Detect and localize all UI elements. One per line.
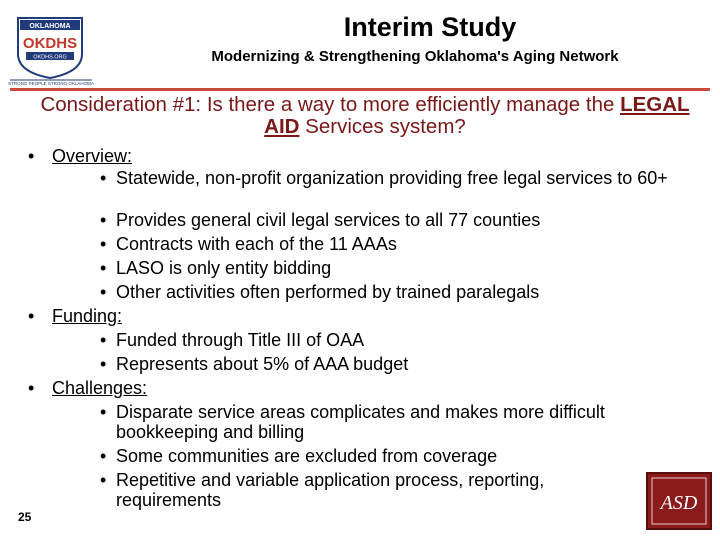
bullet-challenges bbox=[28, 378, 147, 398]
bullet-overview bbox=[28, 146, 132, 166]
bullet-funding bbox=[28, 306, 122, 326]
sub-bullet bbox=[100, 470, 600, 510]
sub-bullet-text: Repetitive and variable application process, reporting, requirements bbox=[116, 470, 545, 510]
sub-bullet bbox=[100, 330, 700, 350]
svg-text:OKDHS.ORG: OKDHS.ORG bbox=[33, 54, 67, 61]
sub-bullet bbox=[100, 354, 700, 374]
sub-bullet-text: LASO is only entity bidding bbox=[116, 258, 332, 278]
sub-bullet-text: Statewide, non-profit organization providing free legal services to 60+ bbox=[116, 168, 668, 188]
bullet-glyph: • bbox=[28, 378, 35, 398]
sub-bullet-text: Represents about 5% of AAA budget bbox=[116, 354, 409, 374]
header-divider bbox=[10, 88, 710, 91]
sub-bullet-text: Disparate service areas complicates and makes more difficult bookkeeping and billing bbox=[116, 402, 605, 442]
bullet-glyph: • bbox=[100, 330, 107, 350]
consideration-prefix: Consideration #1: Is there a way to more efficiently manage the bbox=[40, 93, 621, 116]
bullet-glyph: • bbox=[100, 282, 107, 302]
bullet-glyph: • bbox=[28, 146, 35, 166]
sub-bullet bbox=[100, 234, 700, 254]
svg-text:OKLAHOMA: OKLAHOMA bbox=[29, 23, 71, 30]
sub-bullet-text: Other activities often performed by trained paralegals bbox=[116, 282, 540, 302]
bullet-glyph: • bbox=[100, 168, 107, 188]
sub-bullet bbox=[100, 446, 700, 466]
sub-bullet bbox=[100, 210, 700, 230]
consideration-heading bbox=[40, 94, 690, 138]
bullet-glyph: • bbox=[100, 446, 107, 466]
bullet-glyph: • bbox=[100, 402, 107, 422]
sub-bullet bbox=[100, 282, 700, 302]
sub-bullet bbox=[100, 168, 700, 188]
bullet-label: Overview: bbox=[52, 146, 133, 166]
consideration-suffix: Services system? bbox=[299, 115, 466, 138]
okdhs-logo bbox=[8, 14, 94, 86]
bullet-glyph: • bbox=[100, 234, 107, 254]
sub-bullet-text: Contracts with each of the 11 AAAs bbox=[116, 234, 397, 254]
sub-bullet bbox=[100, 258, 700, 278]
bullet-glyph: • bbox=[28, 306, 35, 326]
bullet-label: Challenges: bbox=[52, 378, 148, 398]
sub-bullet-text: Some communities are excluded from coverage bbox=[116, 446, 498, 466]
sub-bullet-text: Provides general civil legal services to all 77 counties bbox=[116, 210, 541, 230]
bullet-label: Funding: bbox=[52, 306, 123, 326]
svg-text:ASD: ASD bbox=[660, 492, 698, 514]
bullet-glyph: • bbox=[100, 210, 107, 230]
sub-bullet bbox=[100, 402, 660, 442]
svg-text:OKDHS: OKDHS bbox=[22, 35, 78, 52]
page-title: Interim Study bbox=[343, 12, 517, 42]
bullet-glyph: • bbox=[100, 470, 107, 490]
page-number: 25 bbox=[18, 510, 32, 524]
asd-logo bbox=[646, 472, 712, 530]
bullet-glyph: • bbox=[100, 354, 107, 374]
svg-text:STRONG PEOPLE STRONG OKLAHOMA: STRONG PEOPLE STRONG OKLAHOMA bbox=[8, 81, 94, 86]
sub-bullet-text: Funded through Title III of OAA bbox=[116, 330, 365, 350]
consideration-emphasis: LEGAL AID bbox=[264, 93, 690, 138]
bullet-glyph: • bbox=[100, 258, 107, 278]
page-subtitle: Modernizing & Strengthening Oklahoma's Aging Network bbox=[211, 48, 619, 65]
